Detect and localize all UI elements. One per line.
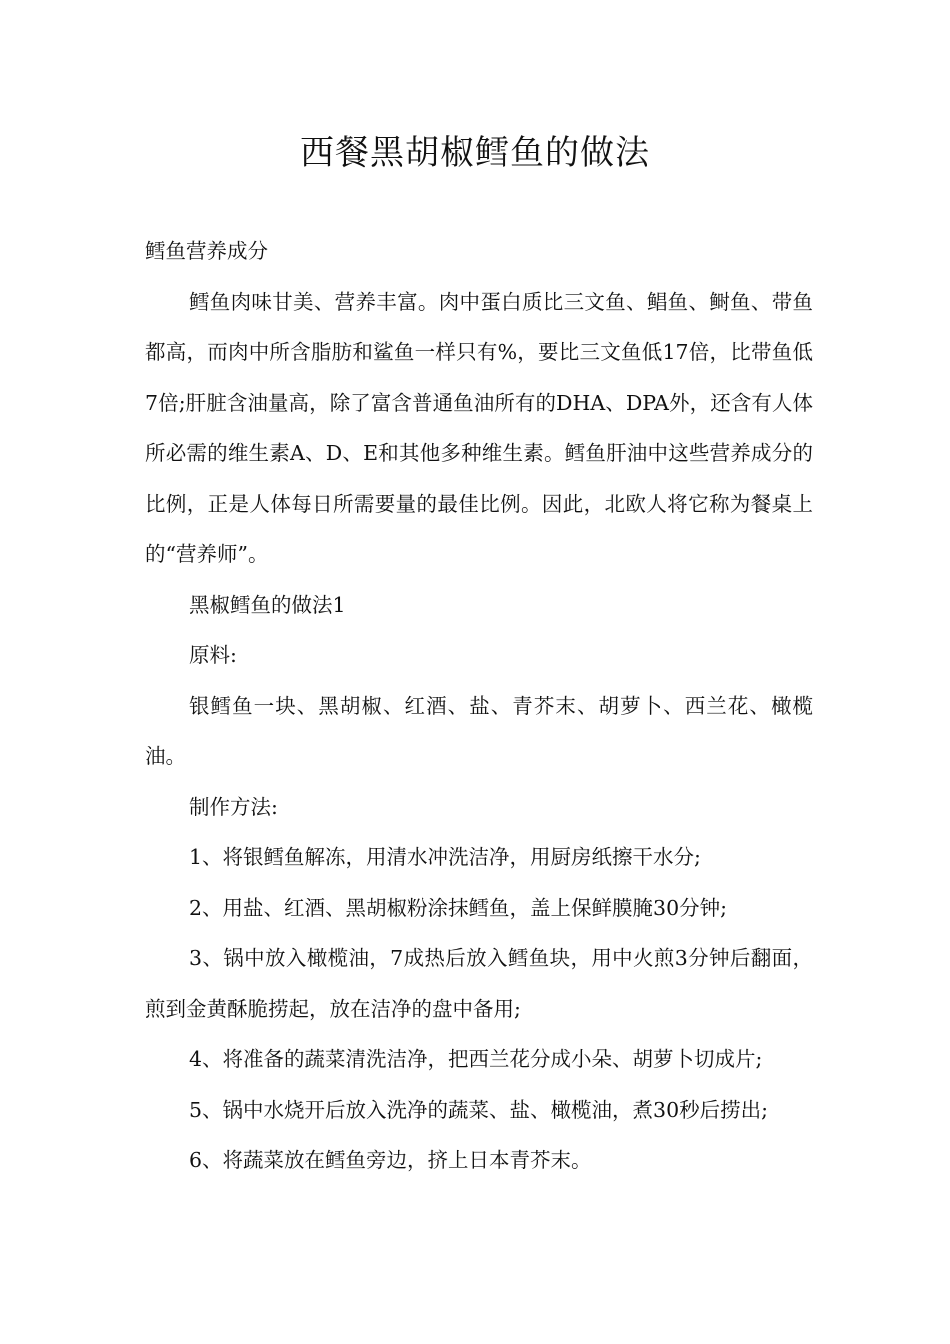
section-heading: 鳕鱼营养成分 (145, 239, 268, 263)
step-item: 6、将蔬菜放在鳕鱼旁边，挤上日本青芥末。 (189, 1148, 592, 1172)
ingredients-text: 银鳕鱼一块、黑胡椒、红酒、盐、青芥末、胡萝卜、西兰花、橄榄油。 (145, 693, 813, 768)
document-body (145, 226, 813, 1186)
step-item: 1、将银鳕鱼解冻，用清水冲洗洁净，用厨房纸擦干水分; (189, 845, 701, 869)
ingredients-label: 原料: (189, 643, 237, 667)
step-item: 4、将准备的蔬菜清洗洁净，把西兰花分成小朵、胡萝卜切成片; (189, 1047, 763, 1071)
page-title: 西餐黑胡椒鳕鱼的做法 (300, 133, 650, 173)
method-label: 制作方法: (189, 794, 278, 819)
nutrition-paragraph: 鳕鱼肉味甘美、营养丰富。肉中蛋白质比三文鱼、鲳鱼、鲥鱼、带鱼都高，而肉中所含脂肪和鲨鱼一样只有%，要比三文鱼低17倍，比带鱼低7倍;肝脏含油量高，除了富含普通鱼油所有的DHA、DPA外，还含有人体所必需的维生素A、D、E和其他多种维生素。鳕鱼肝油中这些营养成分的比例，正是人体每日所需要量的最佳比例。因此，北欧人将它称为餐桌上的“营养师”。 (145, 289, 813, 566)
step-item: 3、锅中放入橄榄油，7成热后放入鳕鱼块，用中火煎3分钟后翻面，煎到金黄酥脆捞起，放在洁净的盘中备用; (145, 946, 813, 1021)
recipe-title: 黑椒鳕鱼的做法1 (189, 592, 346, 617)
step-item: 2、用盐、红酒、黑胡椒粉涂抹鳕鱼，盖上保鲜膜腌30分钟; (189, 895, 728, 920)
step-item: 5、锅中水烧开后放入洗净的蔬菜、盐、橄榄油，煮30秒后捞出; (189, 1097, 769, 1122)
